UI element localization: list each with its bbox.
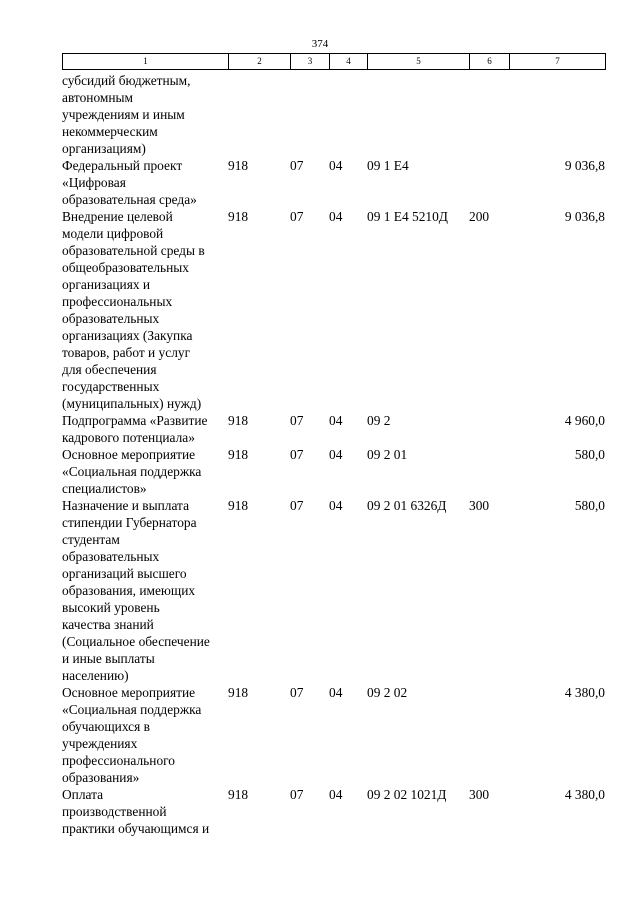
row-col6: 200 <box>469 209 490 224</box>
row-col5: 09 2 02 1021Д <box>367 787 447 802</box>
row-col6 <box>469 446 509 497</box>
row-col7: 580,0 <box>574 498 605 513</box>
row-col7: 4 960,0 <box>564 413 605 428</box>
row-col6: 300 <box>469 787 490 802</box>
table-row <box>62 208 605 412</box>
row-col5: 09 2 01 6326Д <box>367 498 447 513</box>
row-name: Основное мероприятие «Социальная поддержка специалистов» <box>62 447 202 496</box>
row-col6: 300 <box>469 498 490 513</box>
table-body <box>62 72 605 837</box>
page-number: 374 <box>311 38 329 50</box>
table-row <box>62 497 605 684</box>
row-col5 <box>367 72 469 157</box>
row-col2: 918 <box>228 498 249 513</box>
row-col7: 4 380,0 <box>564 787 605 802</box>
row-name: Внедрение целевой модели цифровой образовательной среды в общеобразовательных организациях и профессиональных образовательных организациях (Закупка товаров, работ и услуг для обеспечения государственных (муниципальных) нужд) <box>62 209 205 411</box>
column-header-2: 2 <box>229 54 291 70</box>
column-header-6: 6 <box>470 54 510 70</box>
row-col2 <box>228 72 290 157</box>
row-col2: 918 <box>228 447 249 462</box>
row-col7: 9 036,8 <box>564 158 605 173</box>
row-col2: 918 <box>228 787 249 802</box>
row-col6 <box>469 157 509 208</box>
row-col3: 07 <box>290 498 304 513</box>
row-col4: 04 <box>329 447 343 462</box>
row-col6 <box>469 72 509 157</box>
row-col3: 07 <box>290 685 304 700</box>
row-col4: 04 <box>329 413 343 428</box>
column-header-4: 4 <box>330 54 368 70</box>
row-col2: 918 <box>228 158 249 173</box>
row-col7 <box>509 72 605 157</box>
row-col2: 918 <box>228 413 249 428</box>
row-col4: 04 <box>329 685 343 700</box>
row-col4 <box>329 72 367 157</box>
row-col6 <box>469 412 509 446</box>
column-header-table <box>62 53 606 70</box>
row-col4: 04 <box>329 787 343 802</box>
row-col5: 09 2 <box>367 413 391 428</box>
row-col7: 9 036,8 <box>564 209 605 224</box>
table-row <box>62 412 605 446</box>
row-col4: 04 <box>329 498 343 513</box>
row-col2: 918 <box>228 685 249 700</box>
row-col3: 07 <box>290 158 304 173</box>
row-col5: 09 2 01 <box>367 447 408 462</box>
column-header-3: 3 <box>291 54 330 70</box>
row-col5: 09 2 02 <box>367 685 408 700</box>
table-row <box>62 446 605 497</box>
row-name: субсидий бюджетным, автономным учреждениям и иным некоммерческим организациям) <box>62 73 191 156</box>
table-row <box>62 786 605 837</box>
row-col3: 07 <box>290 447 304 462</box>
row-name: Назначение и выплата стипендии Губернатора студентам образовательных организаций высшего образования, имеющих высокий уровень качества знаний (Социальное обеспечение и иные выплаты населению) <box>62 498 210 683</box>
row-col4: 04 <box>329 209 343 224</box>
row-name: Подпрограмма «Развитие кадрового потенциала» <box>62 413 208 445</box>
row-col7: 580,0 <box>574 447 605 462</box>
row-name: Федеральный проект «Цифровая образовательная среда» <box>62 158 197 207</box>
row-col6 <box>469 684 509 786</box>
row-col3: 07 <box>290 787 304 802</box>
table-row <box>62 157 605 208</box>
row-name: Оплата производственной практики обучающимся и <box>62 787 210 836</box>
column-header-row <box>63 54 606 70</box>
row-col5: 09 1 Е4 <box>367 158 409 173</box>
row-col3: 07 <box>290 413 304 428</box>
column-header-5: 5 <box>368 54 470 70</box>
row-col5: 09 1 Е4 5210Д <box>367 209 448 224</box>
row-name: Основное мероприятие «Социальная поддержка обучающихся в учреждениях профессионального образования» <box>62 685 202 785</box>
table-row <box>62 72 605 157</box>
table-row <box>62 684 605 786</box>
column-header-7: 7 <box>510 54 606 70</box>
row-col4: 04 <box>329 158 343 173</box>
row-col2: 918 <box>228 209 249 224</box>
row-col3: 07 <box>290 209 304 224</box>
row-col7: 4 380,0 <box>564 685 605 700</box>
column-header-1: 1 <box>63 54 229 70</box>
row-col3 <box>290 72 329 157</box>
